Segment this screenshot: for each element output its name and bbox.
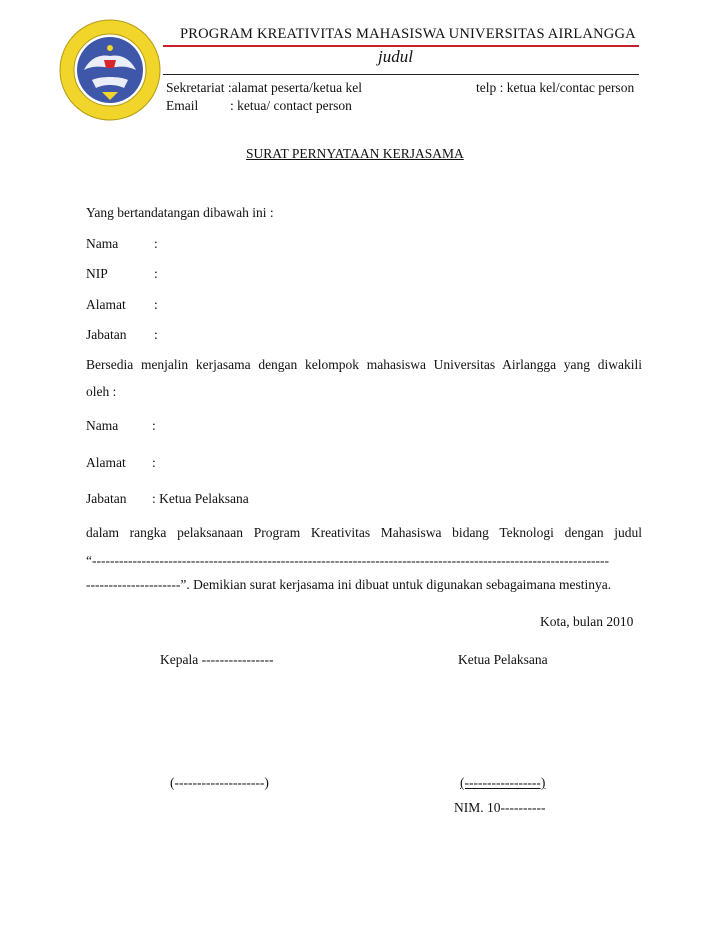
signature-left-name: (--------------------)	[170, 775, 269, 790]
signer-field-value: :	[154, 236, 158, 251]
paragraph-line: dalam rangka pelaksanaan Program Kreativitas Mahasiswa bidang Teknologi dengan judul	[86, 525, 642, 540]
header-title: PROGRAM KREATIVITAS MAHASISWA UNIVERSITAS AIRLANGGA	[180, 26, 636, 42]
paragraph-line: “-------------------------------------------------------------------------------------------------------------------	[86, 553, 609, 568]
paragraph-line: ---------------------”. Demikian surat kerjasama ini dibuat untuk digunakan sebagaimana mestinya.	[86, 577, 612, 592]
rep-field-value: :	[152, 418, 156, 433]
signature-right-name: (-----------------)	[460, 775, 546, 790]
signer-field-label: Alamat	[86, 297, 126, 312]
intro-text: Yang bertandatangan dibawah ini :	[86, 205, 274, 220]
signature-right-nim: NIM. 10----------	[454, 800, 546, 815]
header-secretariat: Sekretariat :alamat peserta/ketua kel	[166, 80, 363, 95]
university-seal-icon	[58, 18, 162, 122]
header-subtitle: judul	[378, 47, 413, 66]
paragraph-line: oleh :	[86, 384, 117, 399]
signer-field-value: :	[154, 266, 158, 281]
rep-field-label: Nama	[86, 418, 119, 433]
signer-field-label: NIP	[86, 266, 108, 281]
signer-field-value: :	[154, 327, 158, 342]
signer-field-value: :	[154, 297, 158, 312]
rep-field-value: : Ketua Pelaksana	[152, 491, 249, 506]
header-divider	[163, 74, 639, 75]
document-title: SURAT PERNYATAAN KERJASAMA	[246, 146, 464, 161]
signature-left-title: Kepala ----------------	[160, 652, 274, 667]
rep-field-label: Jabatan	[86, 491, 127, 506]
header-telp: telp : ketua kel/contac person	[476, 80, 635, 95]
header-email-value: : ketua/ contact person	[230, 98, 352, 113]
rep-field-label: Alamat	[86, 455, 126, 470]
header-email-label: Email	[166, 98, 199, 113]
signer-field-label: Nama	[86, 236, 119, 251]
place-date: Kota, bulan 2010	[540, 614, 634, 629]
paragraph-line: Bersedia menjalin kerjasama dengan kelompok mahasiswa Universitas Airlangga yang diwakili	[86, 357, 642, 372]
signer-field-label: Jabatan	[86, 327, 127, 342]
rep-field-value: :	[152, 455, 156, 470]
signature-right-title: Ketua Pelaksana	[458, 652, 548, 667]
